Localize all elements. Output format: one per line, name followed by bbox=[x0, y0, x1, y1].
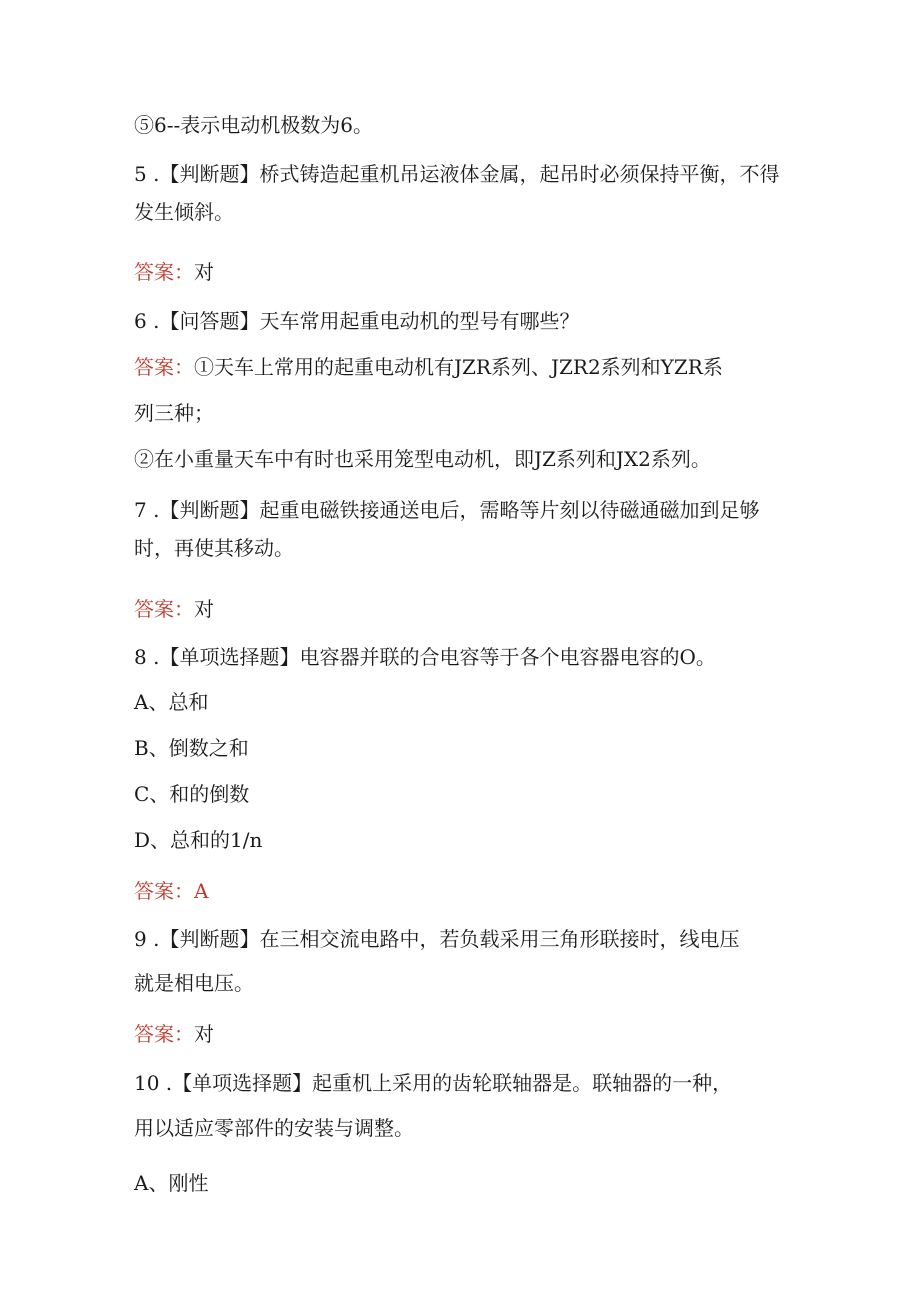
answer-label: 答案： bbox=[134, 1022, 194, 1046]
question-8-option-a: A、总和 bbox=[134, 690, 209, 714]
answer-value: 对 bbox=[194, 597, 214, 621]
question-8-text: 8 .【单项选择题】电容器并联的合电容等于各个电容器电容的O。 bbox=[134, 645, 716, 669]
question-6-text: 6 .【问答题】天车常用起重电动机的型号有哪些？ bbox=[134, 309, 580, 333]
answer-label: 答案： bbox=[134, 355, 194, 379]
answer-value: ①天车上常用的起重电动机有JZR系列、JZR2系列和YZR系 bbox=[194, 355, 723, 379]
question-8-answer bbox=[134, 879, 208, 903]
answer-value: 对 bbox=[194, 260, 214, 284]
question-7-answer bbox=[134, 597, 214, 621]
question-8-option-c: C、和的倒数 bbox=[134, 782, 250, 806]
question-8-option-d: D、总和的1/n bbox=[134, 828, 263, 852]
question-7-text: 7 .【判断题】起重电磁铁接通送电后，需略等片刻以待磁通磁加到足够 bbox=[134, 498, 760, 522]
answer-value: A bbox=[194, 879, 209, 903]
answer-label: 答案： bbox=[134, 260, 194, 284]
question-10-text-cont: 用以适应零部件的安装与调整。 bbox=[134, 1116, 414, 1140]
answer-value: 对 bbox=[194, 1022, 214, 1046]
answer-label: 答案： bbox=[134, 879, 194, 903]
question-6-answer-cont-2: ②在小重量天车中有时也采用笼型电动机，即JZ系列和JX2系列。 bbox=[134, 447, 711, 471]
text-line: ⑤6--表示电动机极数为6。 bbox=[134, 113, 373, 137]
question-7-text-cont: 时，再使其移动。 bbox=[134, 536, 294, 560]
question-5-answer bbox=[134, 260, 214, 284]
question-9-text-cont: 就是相电压。 bbox=[134, 971, 254, 995]
question-5-text: 5 .【判断题】桥式铸造起重机吊运液体金属，起吊时必须保持平衡，不得 bbox=[134, 162, 780, 186]
question-10-option-a: A、刚性 bbox=[134, 1171, 209, 1195]
answer-label: 答案： bbox=[134, 597, 194, 621]
question-9-text: 9 .【判断题】在三相交流电路中，若负载采用三角形联接时，线电压 bbox=[134, 927, 740, 951]
question-6-answer-cont: 列三种； bbox=[134, 401, 214, 425]
question-10-text: 10 .【单项选择题】起重机上采用的齿轮联轴器是。联轴器的一种， bbox=[134, 1071, 733, 1095]
question-9-answer bbox=[134, 1022, 214, 1046]
question-5-text-cont: 发生倾斜。 bbox=[134, 200, 234, 224]
question-6-answer bbox=[134, 355, 723, 379]
question-8-option-b: B、倒数之和 bbox=[134, 736, 249, 760]
